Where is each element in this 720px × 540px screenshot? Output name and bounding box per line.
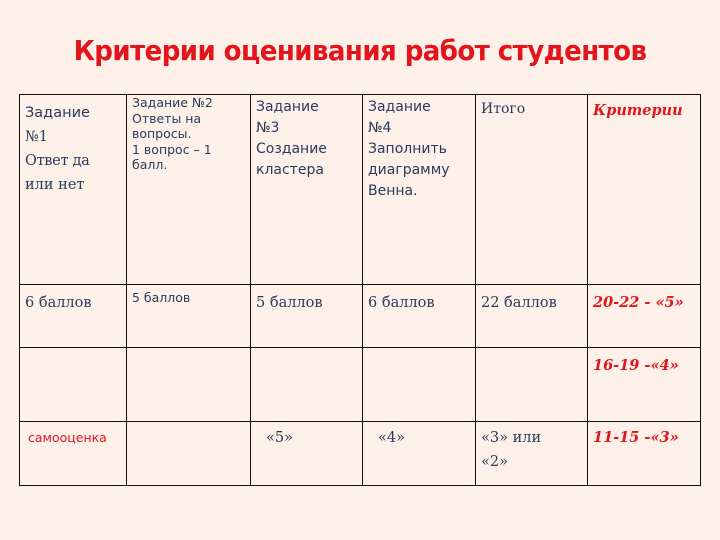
header-task4-line3: Заполнить — [368, 141, 447, 157]
criteria-grade-3: 11-15 -«3» — [593, 429, 679, 446]
header-task1 — [20, 95, 127, 285]
header-total — [476, 95, 588, 285]
header-task4-line4: диаграмму — [368, 162, 450, 178]
header-task1-line1: Задание — [25, 105, 90, 121]
points-task1: 6 баллов — [25, 295, 92, 311]
header-task1-line2: №1 — [25, 129, 48, 145]
header-task2-line5: балл. — [132, 157, 168, 172]
self-task4: «4» — [378, 430, 405, 446]
table-row-empty — [20, 348, 701, 422]
header-task2-line3: вопросы. — [132, 126, 192, 141]
header-task2-line4: 1 вопрос – 1 — [132, 141, 212, 157]
points-task3: 5 баллов — [256, 295, 323, 311]
header-task1-line4: или нет — [25, 177, 85, 193]
header-task3-line1: Задание — [256, 99, 319, 115]
header-task3-line2: №3 — [256, 120, 280, 136]
self-task2 — [127, 422, 250, 426]
header-task3-line4: кластера — [256, 162, 324, 178]
header-criteria — [588, 95, 701, 285]
header-task4-line2: №4 — [368, 120, 392, 136]
table-header-row — [20, 95, 701, 285]
table-row-self-assessment — [20, 422, 701, 486]
criteria-grade-4: 16-19 -«4» — [593, 357, 679, 374]
header-total-label: Итого — [481, 101, 526, 117]
points-task4: 6 баллов — [368, 295, 435, 311]
header-task2-line1: Задание №2 — [132, 95, 213, 110]
header-task3 — [251, 95, 363, 285]
header-task3-line3: Создание — [256, 141, 327, 157]
header-task4-line1: Задание — [368, 99, 431, 115]
criteria-table — [19, 94, 701, 486]
self-total-line1: «3» или — [481, 430, 542, 446]
header-task2-line2: Ответы на — [132, 110, 202, 126]
header-criteria-label: Критерии — [593, 102, 683, 119]
self-task3: «5» — [266, 430, 293, 446]
header-task4-line5: Венна. — [368, 183, 418, 199]
criteria-grade-5: 20-22 - «5» — [593, 294, 684, 311]
self-total-line2: «2» — [481, 454, 508, 470]
header-task1-line3: Ответ да — [25, 153, 90, 169]
header-task4 — [363, 95, 476, 285]
points-task2: 5 баллов — [132, 290, 191, 305]
header-task2 — [127, 95, 251, 285]
points-total: 22 баллов — [481, 295, 557, 311]
self-assessment-label: самооценка — [28, 430, 107, 445]
page-title: Критерии оценивания работ студентов — [73, 34, 647, 67]
table-row-points — [20, 285, 701, 348]
